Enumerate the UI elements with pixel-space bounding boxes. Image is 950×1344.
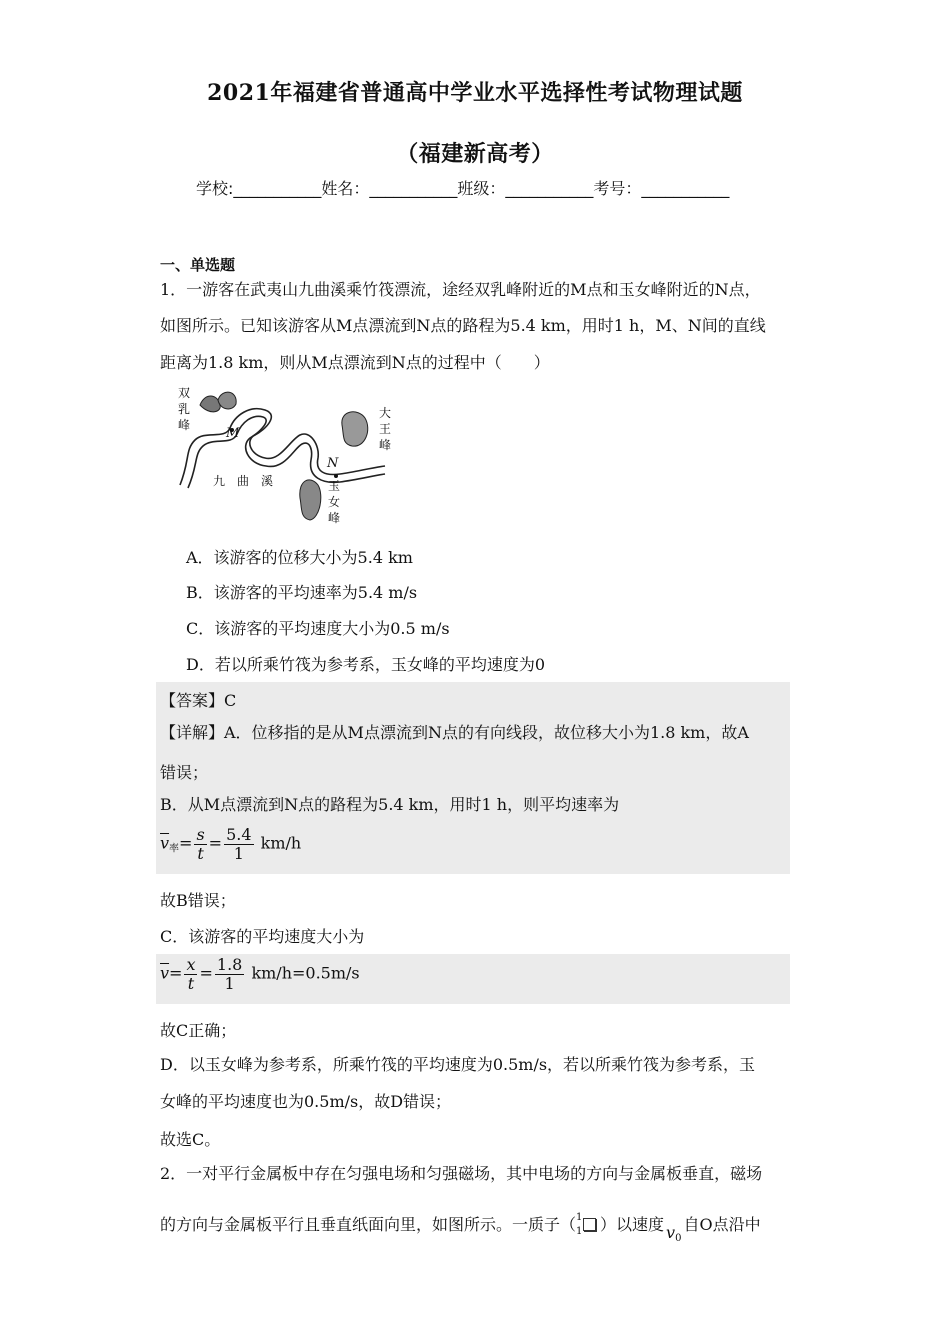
- question-2-line-1: 2．一对平行金属板中存在匀强电场和匀强磁场，其中电场的方向与金属板垂直，磁场: [160, 1164, 763, 1183]
- formula-1-frac-st: $\frac{s}{t}$: [196, 825, 205, 863]
- formula-average-speed: $\overline{v}_率=$ $\frac{s}{t}$ = $\frac{5.4}{1}$ km/h: [160, 825, 302, 863]
- map-label-yunv: 玉女峰: [328, 479, 341, 525]
- map-label-shuangru: 双乳峰: [178, 386, 191, 432]
- detail-d-line-1: D．以玉女峰为参考系，所乘竹筏的平均速度为0.5m/s，若以所乘竹筏为参考系，玉: [160, 1055, 756, 1074]
- map-label-jiuqu: 九 曲 溪: [213, 474, 274, 488]
- missing-glyph-box: [583, 1218, 596, 1231]
- option-a: A．该游客的位移大小为5.4 km: [186, 548, 413, 567]
- option-c: C．该游客的平均速度大小为0.5 m/s: [186, 619, 450, 638]
- proton-isotope-symbol: 1 1: [576, 1216, 600, 1236]
- formula-1-frac-values: $\frac{5.4}{1}$: [226, 825, 252, 863]
- detail-d-line-2: 女峰的平均速度也为0.5m/s，故D错误；: [160, 1092, 452, 1111]
- detail-c-line: C．该游客的平均速度大小为: [160, 927, 365, 946]
- option-b: B．该游客的平均速率为5.4 m/s: [186, 583, 418, 602]
- student-info-line: 学校:___________姓名：___________班级：___________考号：___________: [196, 179, 730, 198]
- formula-2-frac-values: $\frac{1.8}{1}$: [216, 955, 243, 993]
- jiuqu-river-map: [170, 380, 400, 530]
- b-wrong-line: 故B错误；: [160, 891, 236, 910]
- map-label-dawang: 大王峰: [379, 406, 392, 452]
- document-subtitle: （福建新高考）: [396, 141, 554, 167]
- choose-line: 故选C。: [160, 1130, 221, 1149]
- detail-b-line: B．从M点漂流到N点的路程为5.4 km，用时1 h，则平均速率为: [160, 795, 620, 814]
- detail-line-1: 【详解】A．位移指的是从M点漂流到N点的有向线段，故位移大小为1.8 km，故A: [160, 723, 749, 742]
- question-2-line-2: 的方向与金属板平行且垂直纸面向里，如图所示。一质子（ 1 1 ）以速度 $v_0$自O点沿中: [160, 1212, 761, 1244]
- formula-1-sub: 率: [169, 843, 180, 855]
- option-d: D．若以所乘竹筏为参考系，玉女峰的平均速度为0: [186, 655, 546, 674]
- question-1-line-3: 距离为1.8 km，则从M点漂流到N点的过程中（ ）: [160, 353, 550, 372]
- formula-average-velocity: $\overline{v}=$ $\frac{x}{t}$ = $\frac{1.8}{1}$ km/h=0.5m/s: [160, 955, 360, 993]
- question-1-line-2: 如图所示。已知该游客从M点漂流到N点的路程为5.4 km，用时1 h，M、N间的直线: [160, 316, 766, 335]
- answer-label: 【答案】C: [160, 691, 237, 710]
- question-1-line-1: 1．一游客在武夷山九曲溪乘竹筏漂流，途经双乳峰附近的M点和玉女峰附近的N点，: [160, 280, 761, 299]
- section-heading: 一、单选题: [160, 256, 236, 274]
- formula-1-v: $\overline{v}$: [160, 833, 170, 853]
- document-title: 2021年福建省普通高中学业水平选择性考试物理试题: [207, 80, 743, 106]
- detail-line-2: 错误；: [160, 763, 209, 782]
- formula-2-frac-xt: $\frac{x}{t}$: [186, 955, 196, 993]
- c-right-line: 故C正确；: [160, 1021, 237, 1040]
- map-label-n: N: [327, 456, 339, 471]
- map-label-m: M: [226, 426, 240, 441]
